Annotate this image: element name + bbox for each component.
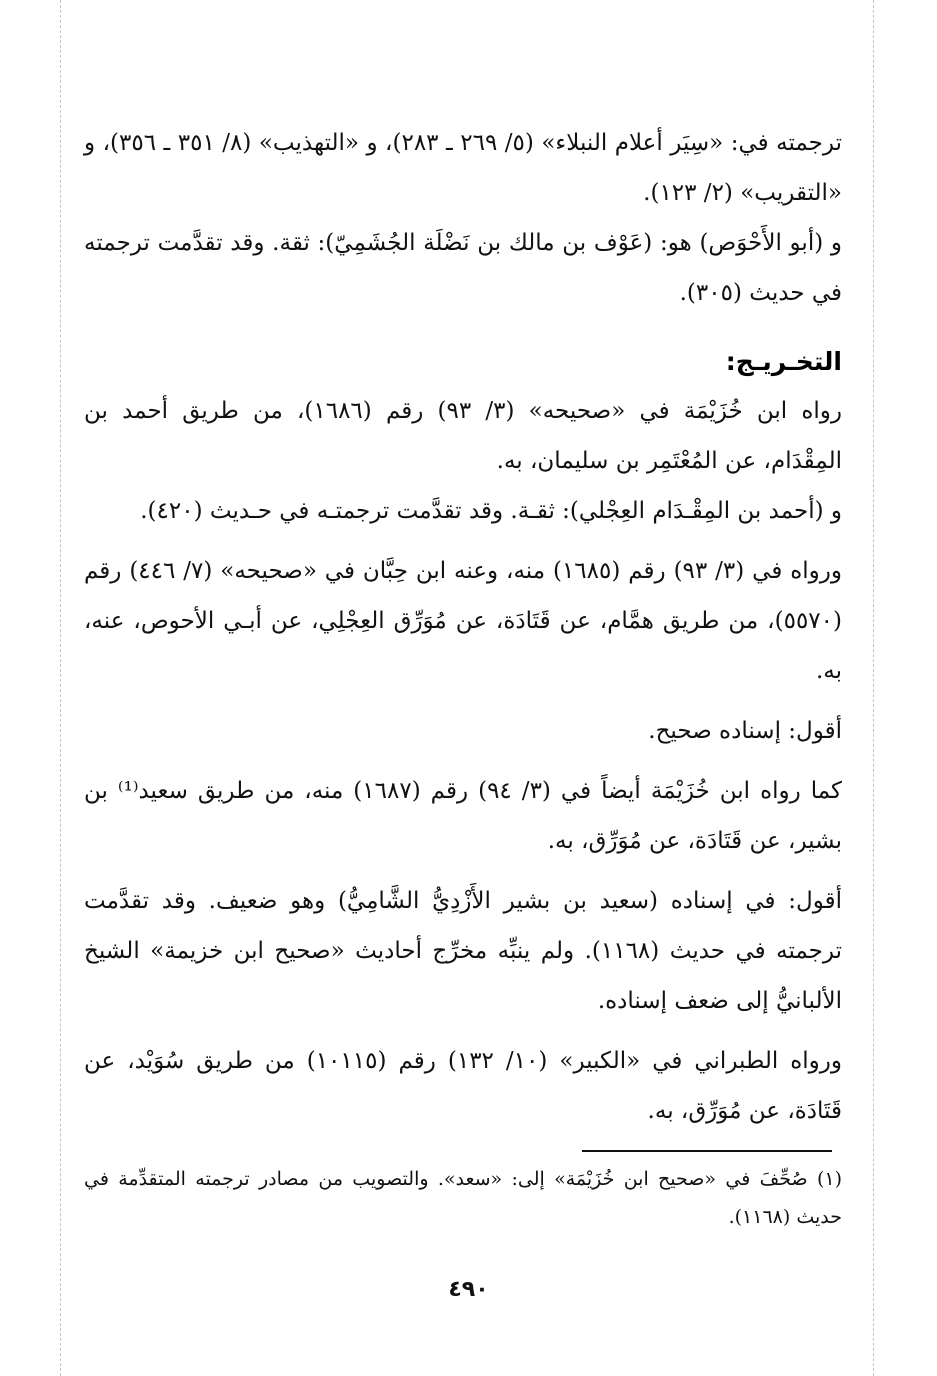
paragraph-ibn-khuzaymah: رواه ابن خُزَيْمَة في «صحيحه» (٣/ ٩٣) رقم (١٦٨٦)، من طريق أحمد بن المِقْدَام، عن المُعْتَمِر بن سليمان، به. [84, 398, 843, 474]
page-guide-line-right [873, 0, 874, 1376]
paragraph-ibn-hibban: ورواه في (٣/ ٩٣) رقم (١٦٨٥) منه، وعنه ابن حِبَّان في «صحيحه» (٧/ ٤٤٦) رقم (٥٥٧٠)، من طريق همَّام، عن قَتَادَة، عن مُوَرِّق العِجْلِي، عن أبـي الأحوص، عنه، به. [84, 558, 842, 684]
paragraph-biography: ترجمته في: «سِيَر أعلام النبلاء» (٥/ ٢٦٩ ـ ٢٨٣)، و «التهذيب» (٨/ ٣٥١ ـ ٣٥٦)، و «التقريب» (٢/ ١٢٣). [84, 130, 842, 206]
paragraph-isnad-sahih: أقول: إسناده صحيح. [648, 718, 842, 744]
paragraph-abu-al-ahwas: و (أبو الأَحْوَص) هو: (عَوْف بن مالك بن نَضْلَة الجُشَمِيّ): ثقة. وقد تقدَّمت ترجمته في حديث (٣٠٥). [84, 230, 842, 306]
footnotes [84, 1160, 842, 1236]
paragraph-sa-id-ibn-bashir: كما رواه ابن خُزَيْمَة أيضاً في (٣/ ٩٤) رقم (١٦٨٧) منه، من طريق سعيد⁽¹⁾ بن بشير، عن قَتَادَة، عن مُوَرِّق، به. [84, 778, 843, 854]
paragraph-tabarani: ورواه الطبراني في «الكبير» (١٠/ ١٣٢) رقم (١٠١١٥) من طريق سُوَيْد، عن قَتَادَة، عن مُوَرِّق، به. [84, 1048, 842, 1124]
footnote-1: (١) صُحِّفَ في «صحيح ابن خُزَيْمَة» إلى: «سعد». والتصويب من مصادر ترجمته المتقدِّمة في حديث (١١٦٨). [84, 1168, 842, 1228]
main-text [84, 118, 842, 1136]
page-number: ٤٩٠ [448, 1277, 489, 1302]
paragraph-isnad-daif: أقول: في إسناده (سعيد بن بشير الأَزْدِيُّ الشَّامِيُّ) وهو ضعيف. وقد تقدَّمت ترجمته في حديث (١١٦٨). ولم ينبِّه مخرِّج أحاديث «صحيح ابن خزيمة» الشيخ الألبانيُّ إلى ضعف إسناده. [84, 888, 843, 1014]
footnote-separator [582, 1150, 832, 1152]
paragraph-ahmad-ibn-al-miqdam: و (أحمد بن المِقْـدَام العِجْلي): ثقـة. وقد تقدَّمت ترجمتـه في حـديث (٤٢٠). [140, 498, 842, 524]
page-guide-line-left [60, 0, 61, 1376]
section-heading: التخـريـج: [725, 347, 842, 376]
